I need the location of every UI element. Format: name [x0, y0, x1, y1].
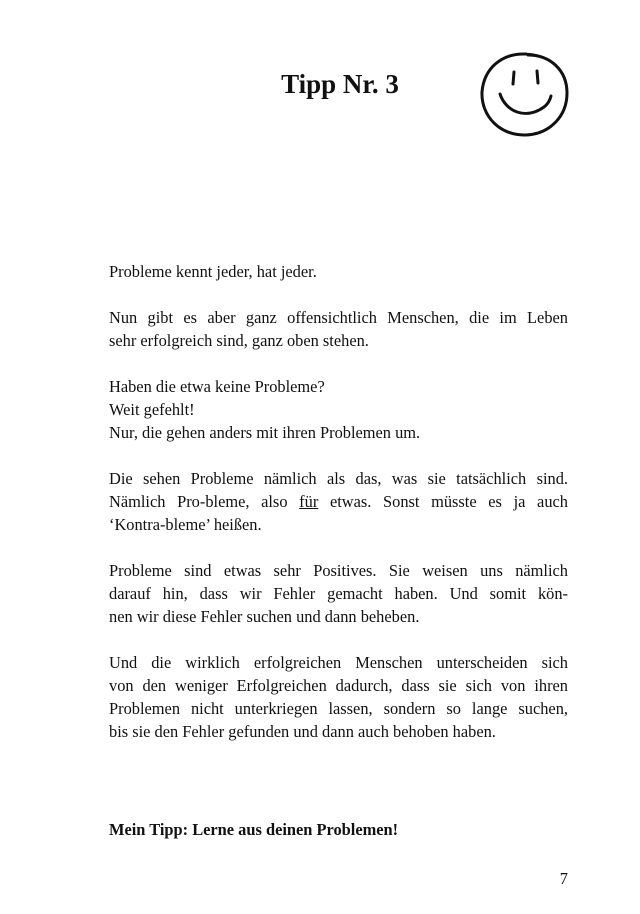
tip-text: Mein Tipp: Lerne aus deinen Problemen!	[109, 820, 399, 839]
text-line: Haben die etwa keine Probleme?	[109, 377, 325, 396]
text-line: bis sie den Fehler gefunden und dann auch behoben haben.	[109, 722, 496, 741]
page-title: Tipp Nr. 3	[281, 69, 399, 99]
text-line: Probleme kennt jeder, hat jeder.	[109, 262, 317, 281]
text-segment: etwas. Sonst müsste es ja auch	[318, 492, 568, 511]
text-line: Nur, die gehen anders mit ihren Problemen um.	[109, 423, 421, 442]
text-line: Nun gibt es aber ganz offensichtlich Menschen, die im Leben	[109, 308, 568, 327]
underlined-word: für	[299, 492, 319, 511]
text-line: nen wir diese Fehler suchen und dann beheben.	[109, 607, 420, 626]
text-line: Probleme sind etwas sehr Positives. Sie weisen uns nämlich	[109, 561, 568, 580]
text-line: sehr erfolgreich sind, ganz oben stehen.	[109, 331, 369, 350]
text-line: darauf hin, dass wir Fehler gemacht haben. Und somit kön-	[109, 584, 568, 603]
smiley-face-icon	[476, 50, 572, 140]
paragraph-3	[109, 375, 568, 444]
text-line: Die sehen Probleme nämlich als das, was sie tatsächlich sind.	[109, 469, 568, 488]
paragraph-5	[109, 559, 568, 628]
body-text	[109, 260, 568, 766]
page-number: 7	[559, 869, 568, 888]
text-line: von den weniger Erfolgreichen dadurch, dass sie sich von ihren	[109, 676, 568, 695]
paragraph-1	[109, 260, 568, 283]
text-segment: Nämlich Pro-bleme, also	[109, 492, 300, 511]
text-line: ‘Kontra-bleme’ heißen.	[109, 515, 262, 534]
paragraph-6	[109, 651, 568, 743]
text-line	[109, 490, 568, 513]
text-line: Weit gefehlt!	[109, 400, 195, 419]
text-line: Und die wirklich erfolgreichen Menschen unterscheiden sich	[109, 653, 568, 672]
paragraph-4	[109, 467, 568, 536]
paragraph-2	[109, 306, 568, 352]
text-line: Problemen nicht unterkriegen lassen, sondern so lange suchen,	[109, 699, 568, 718]
